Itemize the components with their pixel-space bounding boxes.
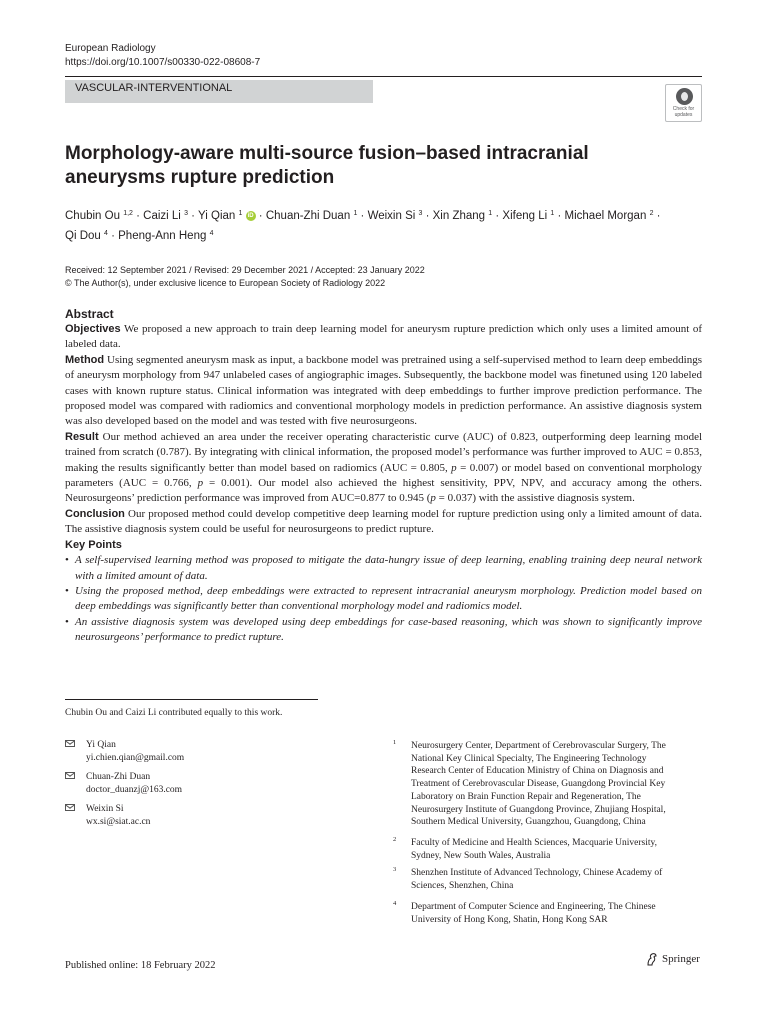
p-symbol: p <box>430 492 436 505</box>
affiliation-number: 3 <box>393 866 397 873</box>
author-affil: 1 <box>353 210 358 217</box>
author-affil: 1 <box>550 210 555 217</box>
affiliation-number: 1 <box>393 739 397 746</box>
contact-name: Yi Qian <box>86 740 116 750</box>
objectives-text: We proposed a new approach to train deep learning model for aneurysm rupture prediction which only uses a limited amount of labeled data. <box>65 323 702 351</box>
doi-link[interactable]: https://doi.org/10.1007/s00330-022-08608-7 <box>65 57 261 68</box>
key-point: • A self-supervised learning method was proposed to mitigate the data-hungry issue of deep learning, enabling training deep neural network with a limited amount of data. <box>65 553 702 584</box>
p-symbol: p <box>451 461 457 474</box>
method-text: Using segmented aneurysm mask as input, a backbone model was pretrained using a self-supervised method to learn deep embeddings of aneurysm morphology from 947 unlabeled cases of angiographic images. Subsequently, the backbone model was finetuned using 120 labeled cases with known rupture status. Clinical information was integrated with deep embeddings to further improve prediction performance. The proposed model was compared with radiomics and conventional morphology models in prediction performance. An assistive diagnosis system was also developed based on the model and was tested with five neurosurgeons. <box>65 353 702 428</box>
affiliation-line: University of Hong Kong, Shatin, Hong Kong SAR <box>411 914 608 925</box>
p-symbol: p <box>197 477 204 490</box>
result-paragraph <box>65 430 702 507</box>
copyright-line: © The Author(s), under exclusive licence to European Society of Radiology 2022 <box>65 278 386 288</box>
contact-email[interactable]: doctor_duanzj@163.com <box>86 784 183 795</box>
contact-email[interactable]: wx.si@siat.ac.cn <box>86 816 151 827</box>
result-text-4: = 0.037) with the assistive diagnosis system. <box>435 492 635 505</box>
author[interactable]: Weixin Si <box>367 210 416 222</box>
author-affil: 3 <box>418 210 423 217</box>
check-updates-icon <box>676 88 693 105</box>
affiliation-line: Laboratory on Brain Function Repair and Regeneration, The <box>411 791 641 802</box>
author[interactable]: Chubin Ou <box>65 210 120 222</box>
affiliation-number: 4 <box>393 900 397 907</box>
affiliation-line: Sciences, Shenzhen, China <box>411 880 514 891</box>
method-paragraph <box>65 353 702 430</box>
conclusion-paragraph <box>65 507 702 538</box>
author-affil: 1 <box>488 210 493 217</box>
springer-horse-icon <box>646 952 658 966</box>
equal-contribution-note: Chubin Ou and Caizi Li contributed equally to this work. <box>65 708 283 718</box>
check-badge-line-1: Check for <box>672 106 695 112</box>
affiliation-line: Research Center of Education Ministry of China on Diagnosis and <box>411 766 664 777</box>
abstract <box>65 306 702 646</box>
affiliation-line: Treatment of Cerebrovascular Disease, Guangdong Provincial Key <box>411 779 666 790</box>
affiliation-line: Sydney, New South Wales, Australia <box>411 850 551 861</box>
result-text-1: Our method achieved an area under the receiver operating characteristic curve (AUC) of 0.823, outperforming deep learning model trained from scratch (0.787). By integrating with clinical information, the proposed model’s performance was further improved to AUC = 0.853, making the results significantly better than model based on radiomics (AUC = 0.805, <box>65 430 703 474</box>
result-label: Result <box>65 430 99 443</box>
envelope-icon <box>65 740 75 747</box>
orcid-icon[interactable]: iD <box>247 212 254 219</box>
affiliation-line: Southern Medical University, Guangzhou, Guangdong, China <box>411 817 646 828</box>
objectives-paragraph <box>65 322 702 353</box>
author-affil: 4 <box>209 230 214 237</box>
objectives-label: Objectives <box>65 323 121 335</box>
contact-name: Chuan-Zhi Duan <box>86 772 151 782</box>
contact-name: Weixin Si <box>86 804 124 814</box>
author-affil: 1,2 <box>123 210 133 217</box>
journal-name: European Radiology <box>65 43 156 54</box>
result-text-2: = 0.007) or model based on conventional morphology parameters (AUC = 0.766, <box>65 461 702 490</box>
author-affil: 3 <box>184 210 188 217</box>
author[interactable]: Chuan-Zhi Duan <box>265 210 351 222</box>
affiliation-line: Department of Computer Science and Engineering, The Chinese <box>411 902 656 912</box>
published-online: Published online: 18 February 2022 <box>65 960 216 971</box>
affiliation-line: Neurosurgery Institute of Guangdong Province, Zhujiang Hospital, <box>411 804 666 815</box>
footnote-rule <box>65 699 318 700</box>
envelope-icon <box>65 804 75 811</box>
author[interactable]: Xin Zhang <box>432 210 486 222</box>
header-rule <box>65 76 702 77</box>
key-points-label: Key Points <box>65 538 122 551</box>
check-badge-line-2: updates <box>674 112 693 118</box>
abstract-heading: Abstract <box>65 307 114 321</box>
author[interactable]: Yi Qian <box>198 210 236 222</box>
key-point: • Using the proposed method, deep embeddings were extracted to represent intracranial aneurysm morphology. Prediction model based on deep embeddings was significantly better than conventional morphology model and radiomics model. <box>65 584 702 615</box>
key-point: • An assistive diagnosis system was developed using deep embeddings for case-based reasoning, which was shown to significantly improve neurosurgeons’ performance to predict rupture. <box>65 615 702 646</box>
conclusion-text: Our proposed method could develop competitive deep learning model for rupture prediction using only a limited amount of data. The assistive diagnosis system could be useful for neurosurgeons to predict rupture. <box>65 507 702 536</box>
publisher-logo <box>646 951 700 967</box>
article-title: Morphology-aware multi-source fusion–based intracranial aneurysms rupture prediction <box>65 143 589 188</box>
author[interactable]: Xifeng Li <box>502 210 548 222</box>
check-for-updates-badge[interactable] <box>665 84 702 122</box>
affiliation-number: 2 <box>393 836 397 843</box>
envelope-icon <box>65 772 75 779</box>
author[interactable]: Qi Dou <box>65 230 101 242</box>
affiliation-line: Shenzhen Institute of Advanced Technology, Chinese Academy of <box>411 868 663 878</box>
result-text-3: = 0.001). Our model also achieved the highest sensitivity, PPV, NPV, and accuracy among the others. Neurosurgeons’ prediction performance was improved from AUC=0.877 to 0.945 ( <box>65 477 702 505</box>
key-points-list <box>65 553 702 645</box>
affiliation-line: National Key Clinical Specialty, The Engineering Technology <box>411 753 647 764</box>
conclusion-label: Conclusion <box>65 507 125 520</box>
section-label: VASCULAR-INTERVENTIONAL <box>65 80 373 103</box>
method-label: Method <box>65 353 105 366</box>
author-list: Chubin Ou $^{1,2}$ · Caizi Li $^3$ · Yi Qian $^1$ iD · Chuan-Zhi Duan $^1$ · Weixin Si $^3$ · Xin Zhang $^1$ · Xifeng Li $^1$ · Michael Morgan $^2$ · Qi Dou $^4$ · Pheng-Ann Heng $^4$ <box>65 210 661 242</box>
author[interactable]: Michael Morgan <box>564 210 647 222</box>
contact-email[interactable]: yi.chien.qian@gmail.com <box>86 752 185 763</box>
author-affil: 2 <box>649 210 654 217</box>
history-dates: Received: 12 September 2021 / Revised: 29 December 2021 / Accepted: 23 January 2022 <box>65 265 425 275</box>
article-dates <box>65 264 425 290</box>
author[interactable]: Pheng-Ann Heng <box>118 230 207 242</box>
affiliation-line: Faculty of Medicine and Health Sciences, Macquarie University, <box>411 838 658 848</box>
affiliation-line: Neurosurgery Center, Department of Cerebrovascular Surgery, The <box>411 741 666 751</box>
author-affil: 1 <box>238 210 243 217</box>
publisher-name: Springer <box>662 953 700 965</box>
author[interactable]: Caizi Li <box>143 210 181 222</box>
journal-header <box>65 42 260 70</box>
author-affil: 4 <box>104 230 108 237</box>
